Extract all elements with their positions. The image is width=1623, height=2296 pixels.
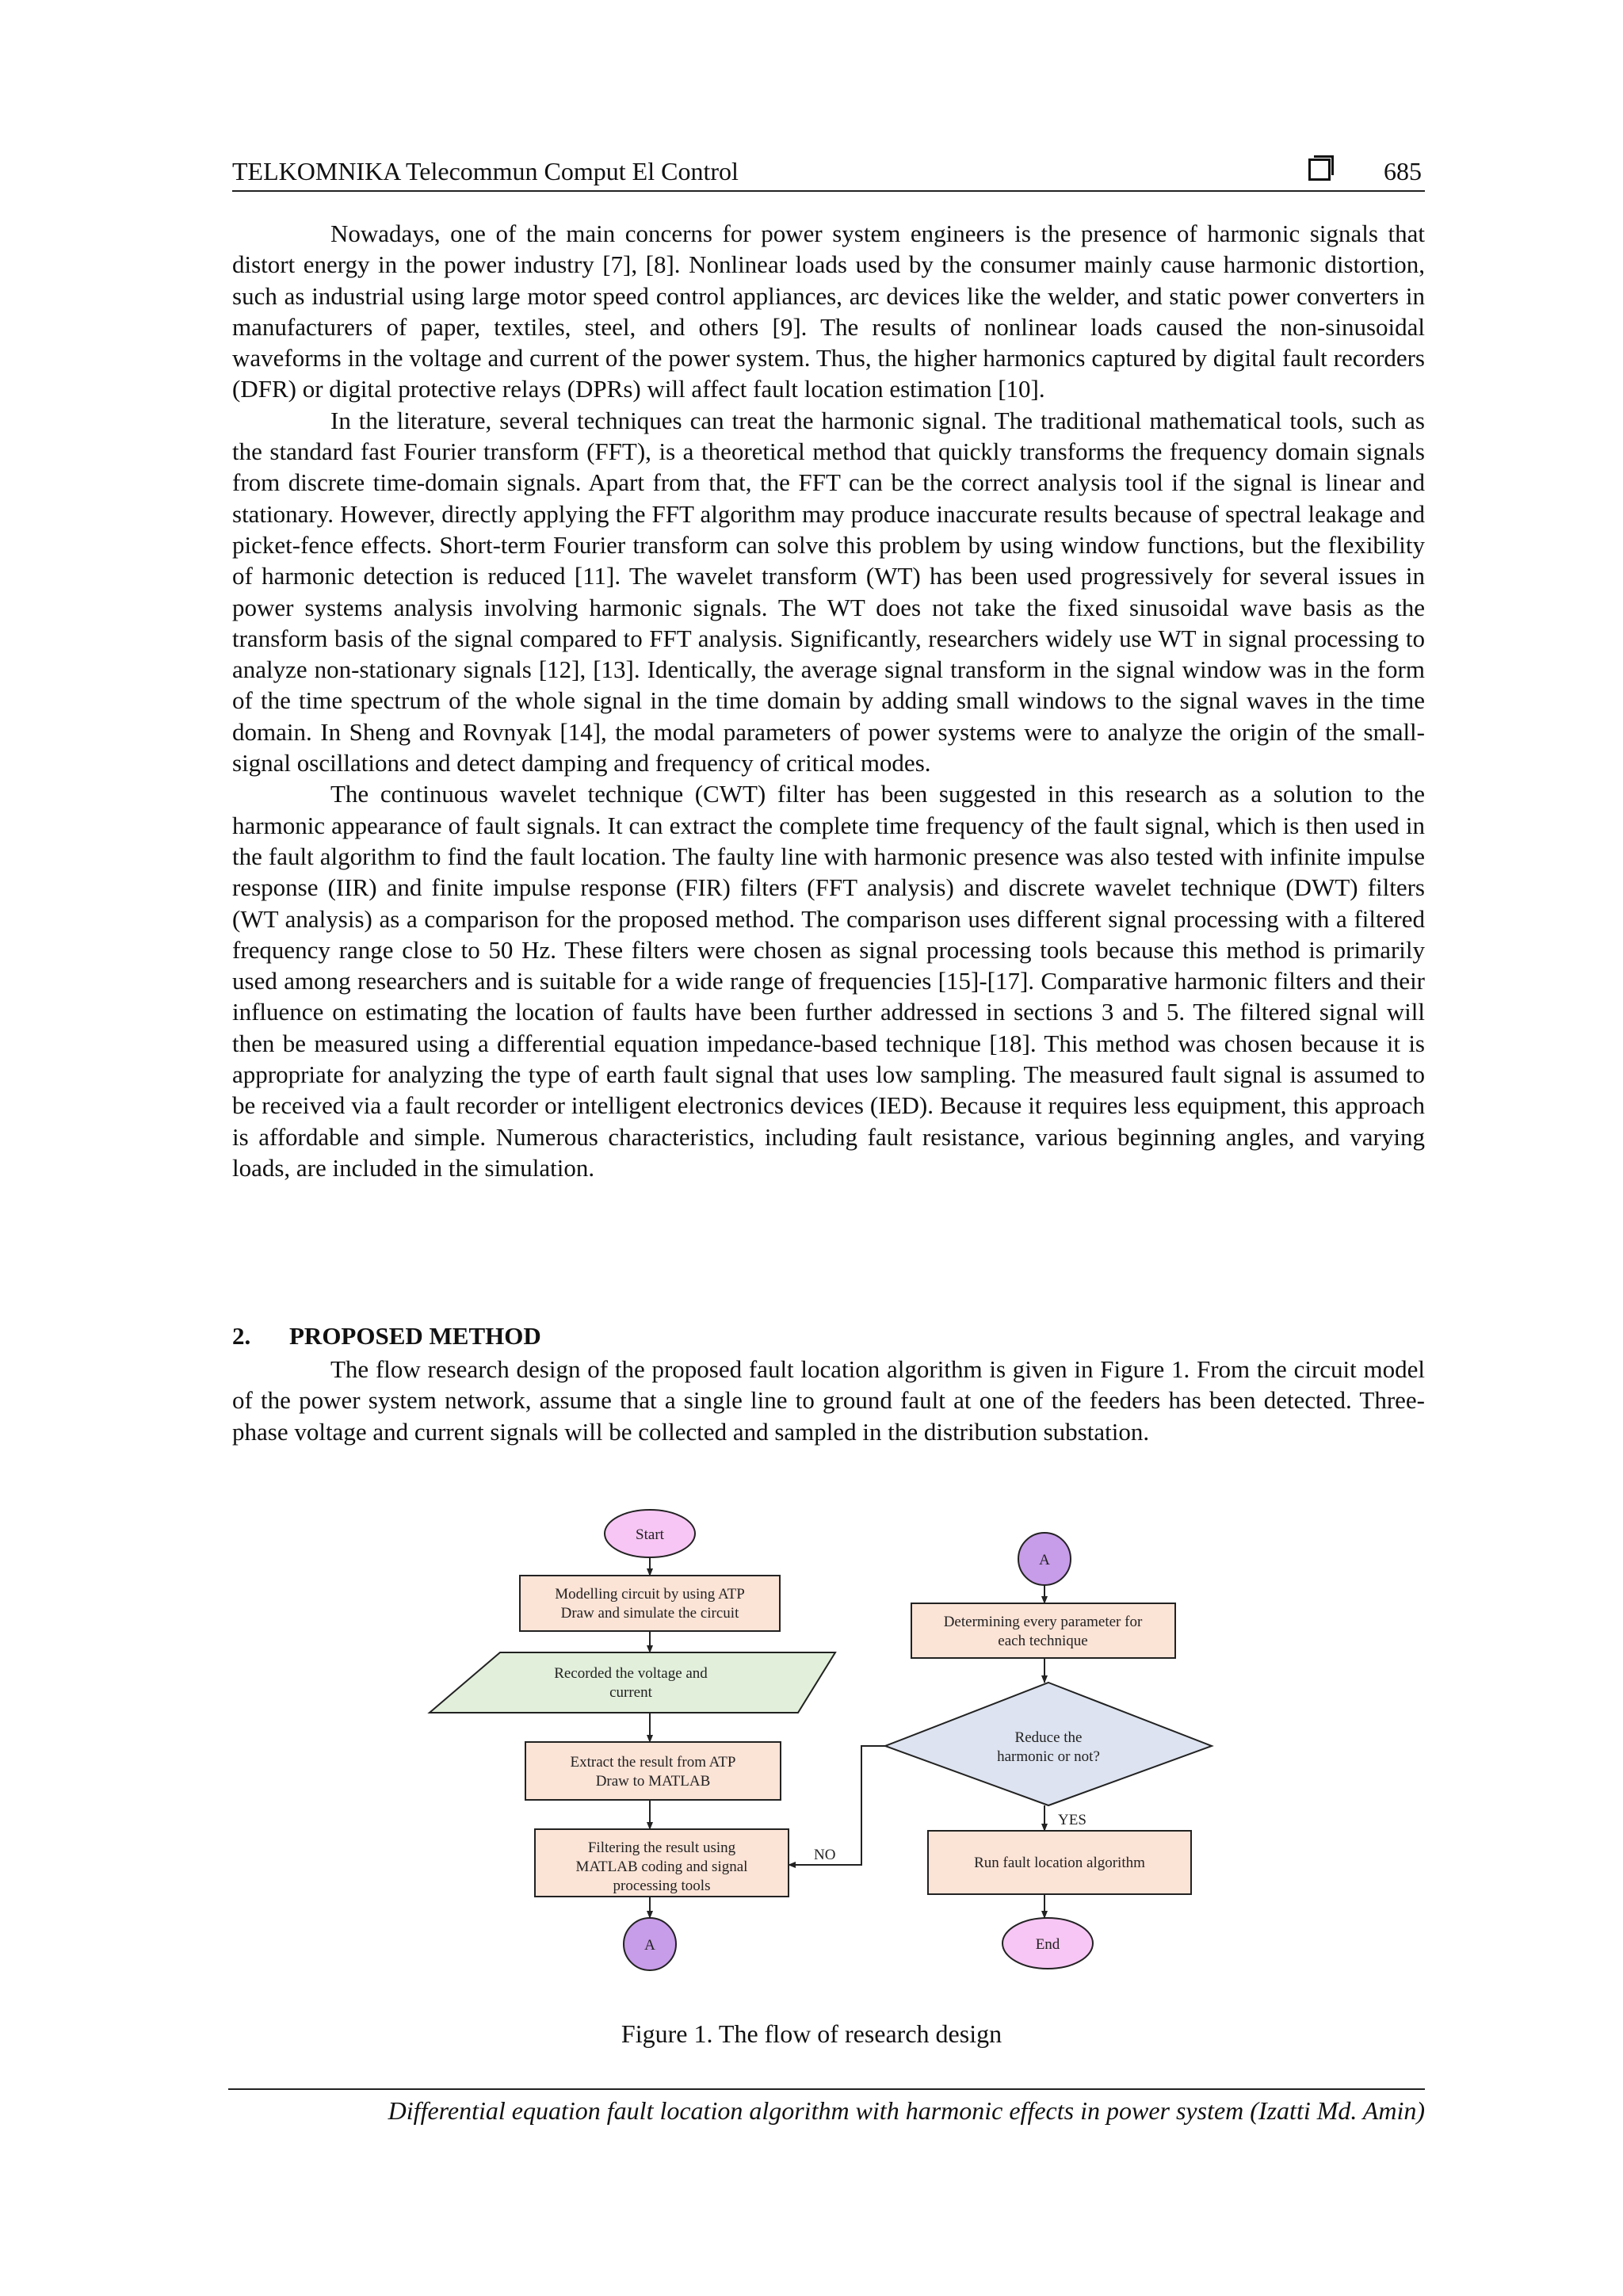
connector-a-top-label: A: [1039, 1552, 1050, 1568]
filtering-label-line3: processing tools: [613, 1878, 711, 1894]
journal-title: TELKOMNIKA Telecommun Comput El Control: [232, 157, 739, 185]
run-label: Run fault location algorithm: [974, 1855, 1145, 1871]
filtering-label-line1: Filtering the result using: [587, 1839, 736, 1856]
paragraph: Nowadays, one of the main concerns for power system engineers is the presence of harmonic signals that distort energy in the power industry [7], [8]. Nonlinear loads used by the consumer mainly cause harmonic distortion, such as industrial using large motor speed control appliances, arc devices like the welder, and static power converters in manufacturers of paper, textiles, steel, and others [9]. The results of nonlinear loads caused the non-sinusoidal waveforms in the voltage and current of the power system. Thus, the higher harmonics captured by digital fault recorders (DFR) or digital protective relays (DPRs) will affect fault location estimation [10].: [232, 220, 1425, 403]
footer-text: Differential equation fault location algorithm with harmonic effects in power system (Izatti Md. Amin): [388, 2096, 1425, 2125]
start-label: Start: [636, 1526, 664, 1543]
determining-label-line1: Determining every parameter for: [943, 1614, 1143, 1630]
paragraph: The flow research design of the proposed fault location algorithm is given in Figure 1. From the circuit model of the power system network, assume that a single line to ground fault at one of the feeders has been detected. Three-phase voltage and current signals will be collected and sampled in the distribution substation.: [232, 1355, 1425, 1446]
intro-text: [232, 218, 1425, 1183]
method-text: [232, 1354, 1425, 1447]
extract-label-line1: Extract the result from ATP: [570, 1754, 736, 1771]
recorded-label-line1: Recorded the voltage and: [554, 1665, 708, 1682]
section-heading: [232, 1322, 541, 1350]
extract-label-line2: Draw to MATLAB: [595, 1773, 711, 1790]
no-label: NO: [814, 1847, 836, 1863]
figure-caption: Figure 1. The flow of research design: [621, 2019, 1002, 2048]
modelling-label-line2: Draw and simulate the circuit: [560, 1605, 739, 1622]
decision-label-line1: Reduce the: [1014, 1729, 1083, 1746]
determining-box: [911, 1603, 1175, 1658]
paragraph: In the literature, several techniques can treat the harmonic signal. The traditional mathematical tools, such as the standard fast Fourier transform (FFT), is a theoretical method that quickly transforms the frequency domain signals from discrete time-domain signals. Apart from that, the FFT can be the correct analysis tool if the signal is linear and stationary. However, directly applying the FFT algorithm may produce inaccurate results because of spectral leakage and picket-fence effects. Short-term Fourier transform can solve this problem by using window functions, but the flexibility of harmonic detection is reduced [11]. The wavelet transform (WT) has been used progressively for several issues in power systems analysis involving harmonic signals. The WT does not take the fixed sinusoidal wave basis as the transform basis of the signal compared to FFT analysis. Significantly, researchers widely use WT in signal processing to analyze non-stationary signals [12], [13]. Identically, the average signal transform in the signal window was in the form of the time spectrum of the whole signal in the time domain by adding small windows to the signal waves in the time domain. In Sheng and Rovnyak [14], the modal parameters of power systems were to analyze the origin of the small-signal oscillations and detect damping and frequency of critical modes.: [232, 406, 1425, 777]
filtering-label-line2: MATLAB coding and signal: [575, 1859, 748, 1875]
flowchart: [424, 1490, 1232, 1997]
determining-label-line2: each technique: [998, 1633, 1088, 1649]
yes-label: YES: [1058, 1812, 1086, 1828]
extract-box: [525, 1742, 781, 1800]
flowchart-figure: [424, 1490, 1232, 1997]
section-number: 2.: [232, 1322, 251, 1350]
end-label: End: [1035, 1936, 1060, 1953]
modelling-label-line1: Modelling circuit by using ATP: [555, 1586, 745, 1603]
connector-a-bottom-label: A: [644, 1937, 655, 1954]
decision-label-line2: harmonic or not?: [997, 1748, 1100, 1765]
page-number: 685: [1384, 157, 1422, 185]
modelling-box: [520, 1576, 780, 1631]
section-title: PROPOSED METHOD: [289, 1322, 541, 1350]
square-icon: [1308, 159, 1331, 181]
recorded-data-parallelogram: [430, 1652, 835, 1713]
page-footer: [228, 2088, 1425, 2125]
page-header: [232, 152, 1425, 192]
paragraph: The continuous wavelet technique (CWT) filter has been suggested in this research as a solution to the harmonic appearance of fault signals. It can extract the complete time frequency of the fault signal, which is then used in the fault algorithm to find the fault location. The faulty line with harmonic presence was also tested with infinite impulse response (IIR) and finite impulse response (FIR) filters (FFT analysis) and discrete wavelet technique (DWT) filters (WT analysis) as a comparison for the proposed method. The comparison uses different signal processing with a filtered frequency range close to 50 Hz. These filters were chosen as signal processing tools because this method is primarily used among researchers and is suitable for a wide range of frequencies [15]-[17]. Comparative harmonic filters and their influence on estimating the location of faults have been further addressed in sections 3 and 5. The filtered signal will then be measured using a differential equation impedance-based technique [18]. This method was chosen because it is appropriate for analyzing the type of earth fault signal that uses low sampling. The measured fault signal is assumed to be received via a fault recorder or intelligent electronics devices (IED). Because it requires less equipment, this approach is affordable and simple. Numerous characteristics, including fault resistance, various beginning angles, and varying loads, are included in the simulation.: [232, 780, 1425, 1182]
recorded-label-line2: current: [609, 1684, 652, 1701]
